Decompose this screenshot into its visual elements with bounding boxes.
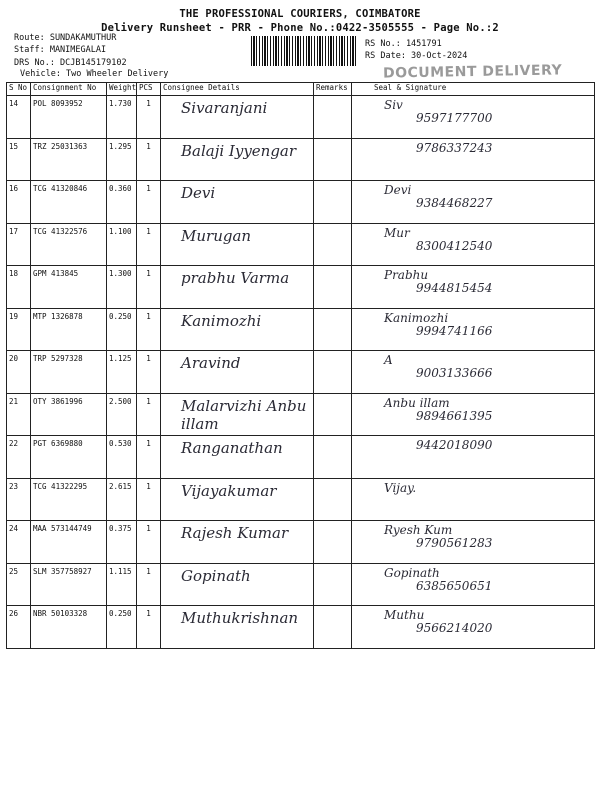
cell-pcs: 1 xyxy=(137,606,161,649)
signature-phone: 9944815454 xyxy=(416,281,493,295)
signature-phone: 9994741166 xyxy=(416,323,493,338)
consignee-handwriting: Aravind xyxy=(181,354,241,372)
rs-date: RS Date: 30-Oct-2024 xyxy=(365,51,468,61)
cell-weight: 0.360 xyxy=(107,181,137,224)
consignee-handwriting: Gopinath xyxy=(181,566,251,585)
cell-signature xyxy=(352,223,595,266)
runsheet-table xyxy=(6,82,595,649)
table-row xyxy=(7,308,595,351)
cell-consignment-no: TCG 41320846 xyxy=(31,181,107,224)
consignee-handwriting: Ranganathan xyxy=(181,439,283,457)
cell-consignee xyxy=(161,266,314,309)
cell-remarks xyxy=(314,266,352,309)
cell-weight: 1.115 xyxy=(107,563,137,606)
table-row xyxy=(7,181,595,224)
cell-signature xyxy=(352,96,595,139)
cell-consignment-no: GPM 413845 xyxy=(31,266,107,309)
signature-phone: 9786337243 xyxy=(416,140,493,155)
consignee-handwriting: Murugan xyxy=(181,226,252,245)
cell-consignment-no: TRZ 25031363 xyxy=(31,138,107,181)
cell-signature xyxy=(352,521,595,564)
cell-pcs: 1 xyxy=(137,393,161,436)
cell-pcs: 1 xyxy=(137,266,161,309)
cell-sno: 15 xyxy=(7,138,31,181)
table-row xyxy=(7,436,595,479)
cell-signature xyxy=(352,478,595,521)
header-consignee: Consignee Details xyxy=(161,83,314,96)
signature-handwriting: Siv xyxy=(384,98,403,112)
cell-remarks xyxy=(314,563,352,606)
cell-signature xyxy=(352,436,595,479)
cell-remarks xyxy=(314,308,352,351)
table-row xyxy=(7,393,595,436)
table-row xyxy=(7,266,595,309)
cell-sno: 22 xyxy=(7,436,31,479)
barcode xyxy=(251,36,357,66)
cell-consignee xyxy=(161,181,314,224)
cell-consignee xyxy=(161,351,314,394)
cell-consignee xyxy=(161,308,314,351)
cell-remarks xyxy=(314,138,352,181)
cell-signature xyxy=(352,266,595,309)
table-row xyxy=(7,606,595,649)
vehicle-label: Vehicle: Two Wheeler Delivery xyxy=(20,69,169,79)
staff-label: Staff: MANIMEGALAI xyxy=(14,45,107,55)
cell-pcs: 1 xyxy=(137,436,161,479)
cell-sno: 17 xyxy=(7,223,31,266)
cell-pcs: 1 xyxy=(137,351,161,394)
cell-pcs: 1 xyxy=(137,478,161,521)
cell-consignee xyxy=(161,393,314,436)
cell-consignee xyxy=(161,138,314,181)
cell-weight: 1.125 xyxy=(107,351,137,394)
cell-consignment-no: NBR 50103328 xyxy=(31,606,107,649)
signature-phone: 9384468227 xyxy=(416,196,493,210)
cell-consignment-no: OTY 3861996 xyxy=(31,393,107,436)
consignee-handwriting: Sivaranjani xyxy=(181,99,268,117)
cell-consignee xyxy=(161,563,314,606)
signature-phone: 9566214020 xyxy=(416,621,493,635)
header-consignment: Consignment No xyxy=(31,83,107,96)
header-remarks: Remarks xyxy=(314,83,352,96)
cell-consignment-no: PGT 6369880 xyxy=(31,436,107,479)
cell-weight: 1.300 xyxy=(107,266,137,309)
cell-signature xyxy=(352,181,595,224)
cell-consignment-no: TCG 41322576 xyxy=(31,223,107,266)
cell-remarks xyxy=(314,351,352,394)
cell-consignment-no: SLM 357758927 xyxy=(31,563,107,606)
signature-handwriting: Gopinath xyxy=(384,565,440,580)
header-pcs: PCS xyxy=(137,83,161,96)
consignee-handwriting: Muthukrishnan xyxy=(181,609,299,627)
signature-handwriting: Vijay. xyxy=(384,480,417,495)
cell-consignment-no: TCG 41322295 xyxy=(31,478,107,521)
table-row xyxy=(7,96,595,139)
cell-sno: 24 xyxy=(7,521,31,564)
signature-phone: 9003133666 xyxy=(416,366,493,380)
cell-weight: 0.250 xyxy=(107,308,137,351)
cell-remarks xyxy=(314,521,352,564)
cell-sno: 19 xyxy=(7,308,31,351)
cell-consignment-no: MTP 1326878 xyxy=(31,308,107,351)
document-delivery-stamp: DOCUMENT DELIVERY xyxy=(382,62,563,82)
table-row xyxy=(7,223,595,266)
cell-weight: 1.100 xyxy=(107,223,137,266)
cell-sno: 18 xyxy=(7,266,31,309)
cell-weight: 2.500 xyxy=(107,393,137,436)
cell-signature xyxy=(352,563,595,606)
table-row xyxy=(7,563,595,606)
cell-consignee xyxy=(161,478,314,521)
cell-weight: 0.250 xyxy=(107,606,137,649)
header-sno: S No xyxy=(7,83,31,96)
cell-consignee xyxy=(161,223,314,266)
signature-handwriting: Anbu illam xyxy=(384,395,450,410)
cell-pcs: 1 xyxy=(137,308,161,351)
rs-number: RS No.: 1451791 xyxy=(365,39,442,49)
signature-handwriting: Kanimozhi xyxy=(384,310,449,325)
cell-pcs: 1 xyxy=(137,563,161,606)
consignee-handwriting: prabhu Varma xyxy=(181,269,290,287)
signature-phone: 9894661395 xyxy=(416,408,493,423)
signature-handwriting: Devi xyxy=(384,183,412,197)
cell-consignment-no: MAA 573144749 xyxy=(31,521,107,564)
cell-weight: 0.530 xyxy=(107,436,137,479)
runsheet-subtitle: Delivery Runsheet - PRR - Phone No.:0422-3505555 - Page No.:2 xyxy=(101,22,499,34)
cell-signature xyxy=(352,308,595,351)
table-row xyxy=(7,351,595,394)
signature-phone: 9790561283 xyxy=(416,536,493,550)
header-weight: Weight xyxy=(107,83,137,96)
cell-remarks xyxy=(314,478,352,521)
cell-pcs: 1 xyxy=(137,181,161,224)
cell-remarks xyxy=(314,606,352,649)
cell-signature xyxy=(352,351,595,394)
cell-sno: 26 xyxy=(7,606,31,649)
table-row xyxy=(7,521,595,564)
signature-phone: 6385650651 xyxy=(416,578,493,593)
table-row xyxy=(7,478,595,521)
table-row xyxy=(7,138,595,181)
signature-phone: 9442018090 xyxy=(416,438,493,452)
signature-handwriting: Ryesh Kum xyxy=(384,523,453,537)
signature-phone: 9597177700 xyxy=(416,111,493,125)
cell-weight: 1.730 xyxy=(107,96,137,139)
signature-handwriting: Muthu xyxy=(384,608,425,622)
route-label: Route: SUNDAKAMUTHUR xyxy=(14,33,117,43)
cell-weight: 0.375 xyxy=(107,521,137,564)
cell-pcs: 1 xyxy=(137,223,161,266)
cell-signature xyxy=(352,393,595,436)
signature-handwriting: A xyxy=(384,353,393,367)
cell-weight: 2.615 xyxy=(107,478,137,521)
cell-weight: 1.295 xyxy=(107,138,137,181)
consignee-handwriting: Kanimozhi xyxy=(181,311,262,330)
cell-sno: 25 xyxy=(7,563,31,606)
cell-remarks xyxy=(314,223,352,266)
cell-remarks xyxy=(314,181,352,224)
consignee-handwriting: Rajesh Kumar xyxy=(181,524,289,542)
table-header-row xyxy=(7,83,595,96)
header-signature: Seal & Signature xyxy=(352,83,595,96)
cell-sno: 21 xyxy=(7,393,31,436)
cell-sno: 20 xyxy=(7,351,31,394)
cell-remarks xyxy=(314,96,352,139)
consignee-handwriting: Balaji Iyyengar xyxy=(181,141,297,160)
cell-consignee xyxy=(161,521,314,564)
signature-phone: 8300412540 xyxy=(416,238,493,253)
cell-sno: 23 xyxy=(7,478,31,521)
cell-consignee xyxy=(161,606,314,649)
cell-consignee xyxy=(161,96,314,139)
cell-signature xyxy=(352,606,595,649)
cell-signature xyxy=(352,138,595,181)
consignee-handwriting: Malarvizhi Anbu illam xyxy=(181,396,307,433)
cell-consignment-no: TRP 5297328 xyxy=(31,351,107,394)
consignee-handwriting: Vijayakumar xyxy=(181,481,277,500)
cell-sno: 14 xyxy=(7,96,31,139)
signature-handwriting: Prabhu xyxy=(384,268,429,282)
signature-handwriting: Mur xyxy=(384,225,410,240)
cell-sno: 16 xyxy=(7,181,31,224)
cell-pcs: 1 xyxy=(137,521,161,564)
cell-remarks xyxy=(314,436,352,479)
consignee-handwriting: Devi xyxy=(181,184,216,202)
company-title: THE PROFESSIONAL COURIERS, COIMBATORE xyxy=(179,8,421,20)
cell-pcs: 1 xyxy=(137,138,161,181)
cell-consignee xyxy=(161,436,314,479)
cell-consignment-no: POL 8093952 xyxy=(31,96,107,139)
drs-label: DRS No.: DCJB145179102 xyxy=(14,58,127,68)
cell-remarks xyxy=(314,393,352,436)
cell-pcs: 1 xyxy=(137,96,161,139)
